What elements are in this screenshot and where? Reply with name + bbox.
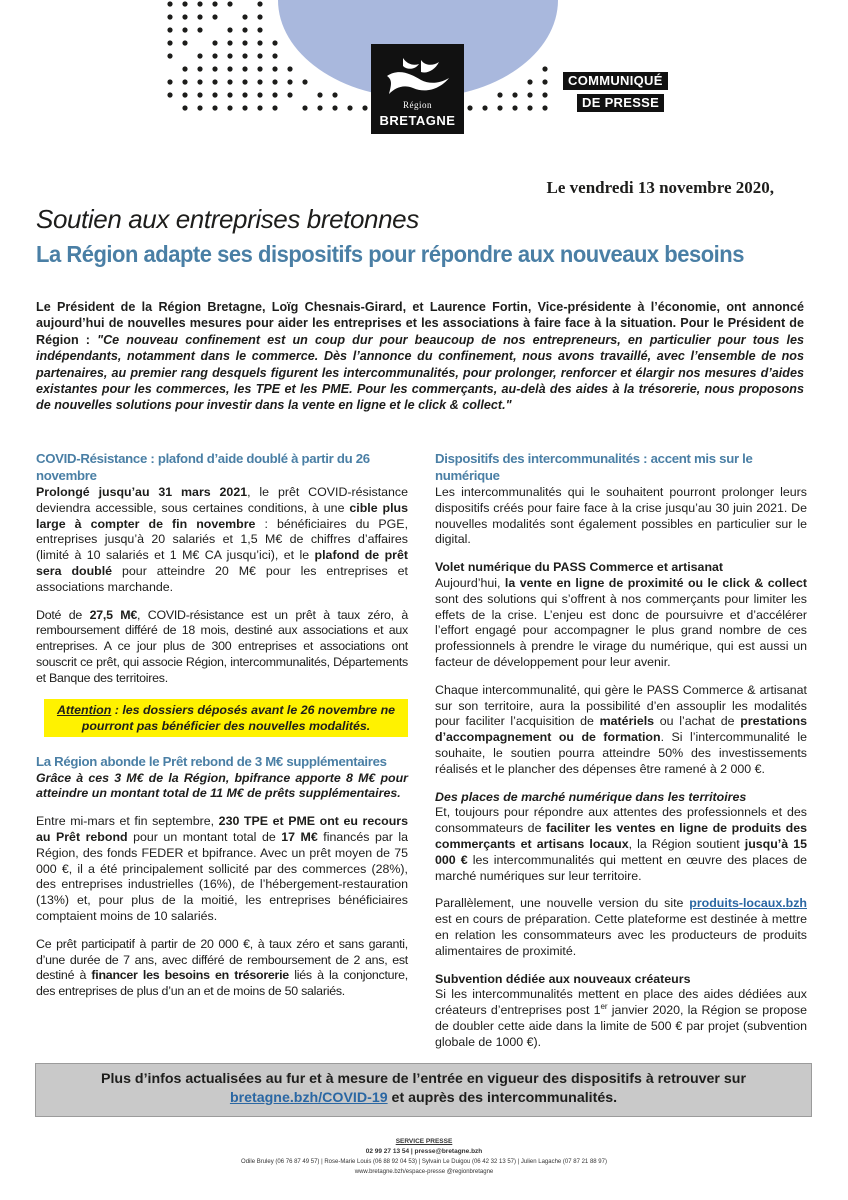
text: les intercommunalités qui mettent en œuvre des places de marché numériques sur leur territoire.	[435, 852, 807, 883]
decorative-dot	[257, 53, 262, 58]
text-bold: Prolongé jusqu’au 31 mars 2021	[36, 485, 248, 499]
footer	[0, 1137, 848, 1177]
decorative-dot	[272, 105, 277, 110]
communique-label: COMMUNIQUÉ	[563, 72, 668, 90]
text: pour un montant total de	[127, 829, 282, 844]
decorative-dot	[182, 79, 187, 84]
footer-phone-email: 02 99 27 13 54 | presse@bretagne.bzh	[365, 1148, 483, 1155]
text: ou l’achat de	[654, 714, 741, 729]
places-de-marche-paragraph-2	[435, 896, 807, 959]
page-title: Soutien aux entreprises bretonnes	[36, 204, 419, 234]
text-bold: cible plus large à compter de fin novembre	[36, 500, 408, 531]
decorative-dot	[167, 40, 172, 45]
volet-numerique-paragraph-2	[435, 683, 807, 778]
text: , le prêt COVID-résistance deviendra accessible, sous certaines conditions, à une	[36, 485, 409, 515]
decorative-dot	[182, 105, 187, 110]
region-bretagne-logo	[371, 44, 464, 134]
decorative-dot	[257, 27, 262, 32]
text: janvier 2020, la Région se propose de doubler cette aide dans la limite de 500 € par projet (subvention globale de 1000 €).	[435, 1003, 807, 1049]
text-bold: matériels	[599, 714, 655, 729]
decorative-dot	[257, 92, 262, 97]
text: financés par la Région, des fonds FEDER et bpifrance. Avec un prêt moyen de 75 000 €, il a été principalement sollicité par des commerces (28%), des entreprises industrielles (16%), de l’hébergement-restauration (13%) et, pour plus de la moitié, les entreprises bénéficiaires comptaient moins de 10 salariés.	[36, 829, 409, 923]
decorative-dot	[482, 105, 487, 110]
decorative-dot	[212, 105, 217, 110]
footer-web: www.bretagne.bzh/espace-presse @regionbretagne	[354, 1169, 494, 1175]
header	[0, 0, 848, 150]
more-info-text-end: et auprès des intercommunalités.	[387, 1090, 618, 1106]
text: , la Région soutient	[628, 836, 745, 851]
text: : bénéficiaires du PGE, entreprises jusqu’à 20 salariés et 1,5 M€ de chiffres d’affaires (limité à 10 salariés et 1 M€ CA jusqu’ici), et le	[36, 516, 409, 563]
text: est en cours de préparation. Cette plateforme est destinée à mettre en relation les consommateurs avec les producteurs de produits alimentaires de proximité.	[435, 912, 807, 958]
decorative-dot	[242, 14, 247, 19]
decorative-dot	[542, 105, 547, 110]
text-bold: 230 TPE et PME ont eu recours au Prêt rebond	[36, 814, 408, 844]
section-title-intercommunalites: Dispositifs des intercommunalités : accent mis sur le numérique	[435, 451, 753, 483]
decorative-dot	[212, 53, 217, 58]
decorative-dot	[317, 105, 322, 110]
decorative-dot	[272, 40, 277, 45]
decorative-dot	[182, 27, 187, 32]
text-bold: plafond de prêt sera doublé	[36, 548, 408, 578]
decorative-dot	[257, 66, 262, 71]
logo-region-text: Région	[403, 100, 432, 110]
decorative-dot	[212, 66, 217, 71]
text-bold: 17 M€	[281, 829, 318, 844]
decorative-dot	[272, 92, 277, 97]
decorative-dot	[197, 1, 202, 6]
decorative-dot	[167, 14, 172, 19]
decorative-dot	[272, 66, 277, 71]
decorative-dot	[182, 92, 187, 97]
footer-contacts: Odile Bruley (06 76 87 49 57) | Rose-Marie Louis (06 88 92 04 53) | Sylvain Le Duigou (06 42 32 13 57) | Julien Lagache (07 87 21 88 97)	[241, 1159, 607, 1165]
subheading-places-de-marche: Des places de marché numérique dans les territoires	[435, 789, 747, 804]
decorative-dot	[257, 105, 262, 110]
attention-label: Attention	[56, 702, 112, 717]
text: . Si l’intercommunalité le souhaite, le soutien pourra atteindre 50% des investissements réalisés et le plancher des dépenses être ramené à 2 000 €.	[435, 730, 807, 776]
pret-rebond-paragraph-1	[36, 814, 408, 925]
text: liés à la conjoncture, des entreprises de plus d’un an et de moins de 50 salariés.	[36, 968, 408, 999]
text-bold: prestations d’accompagnement ou de formation	[435, 714, 807, 745]
subheading-subvention-createurs: Subvention dédiée aux nouveaux créateurs	[435, 971, 691, 986]
decorative-dot	[257, 40, 262, 45]
decorative-dot	[242, 53, 247, 58]
decorative-dot	[302, 105, 307, 110]
text-bold: la vente en ligne de proximité ou le click & collect	[504, 575, 807, 590]
decorative-dot	[332, 92, 337, 97]
decorative-dot	[497, 105, 502, 110]
text-bold: 27,5 M€	[89, 607, 137, 622]
communique-de-presse-badge	[563, 72, 689, 112]
page-subtitle: La Région adapte ses dispositifs pour répondre aux nouveaux besoins	[36, 241, 744, 267]
text-bold: faciliter les ventes en ligne de produits des commerçants et artisans locaux	[435, 821, 808, 851]
decorative-dot	[512, 105, 517, 110]
decorative-dot	[287, 79, 292, 84]
attention-text: : les dossiers déposés avant le 26 novembre ne pourront pas bénéficier des nouvelles modalités.	[81, 702, 396, 733]
decorative-dot	[257, 1, 262, 6]
decorative-dot	[227, 53, 232, 58]
text: Si les intercommunalités mettent en place des aides dédiées aux créateurs d’entreprises post 1	[435, 987, 807, 1018]
decorative-dot	[227, 105, 232, 110]
decorative-dot	[242, 79, 247, 84]
decorative-dot	[212, 92, 217, 97]
text: sont des solutions qui s’offrent à nos commerçants pour limiter les effets de la crise. L’enjeu est donc de poursuivre et d’accélérer l’effort engagé pour accompagner le plus grand nombre de ces professionnels à prendre le virage du numérique, qui est aussi un facteur de développement pour leur avenir.	[435, 591, 807, 669]
decorative-dot	[227, 1, 232, 6]
decorative-dot	[257, 79, 262, 84]
decorative-dot	[527, 79, 532, 84]
decorative-dot	[242, 27, 247, 32]
decorative-dot	[467, 105, 472, 110]
decorative-dot	[182, 66, 187, 71]
decorative-dot	[497, 92, 502, 97]
decorative-dot	[182, 40, 187, 45]
decorative-dot	[242, 40, 247, 45]
decorative-dot	[287, 92, 292, 97]
places-de-marche-paragraph-1	[435, 805, 807, 884]
intro-paragraph	[36, 299, 804, 414]
decorative-dot	[227, 66, 232, 71]
decorative-dot	[197, 66, 202, 71]
decorative-dot	[362, 105, 367, 110]
decorative-dot	[212, 1, 217, 6]
covid-19-link[interactable]: bretagne.bzh/COVID-19	[229, 1090, 388, 1106]
text: Et, toujours pour répondre aux attentes des professionnels et des consommateurs de	[435, 805, 807, 836]
pret-rebond-lead: Grâce à ces 3 M€ de la Région, bpifrance apporte 8 M€ pour atteindre un montant total de 11 M€ de prêts supplémentaires.	[36, 770, 408, 801]
intro-lead: Le Président de la Région Bretagne, Loïg Chesnais-Girard, et Laurence Fortin, Vice-présidente à l’économie, ont annoncé aujourd’hui de nouvelles mesures pour aider les entreprises et les associations à faire face à la situation. Pour le Président de Région :	[36, 300, 804, 347]
decorative-dot	[542, 79, 547, 84]
decorative-dot	[227, 27, 232, 32]
text: Entre mi-mars et fin septembre,	[36, 814, 219, 829]
footer-title: SERVICE PRESSE	[395, 1138, 453, 1145]
text: Aujourd’hui,	[435, 575, 505, 590]
decorative-dot	[167, 1, 172, 6]
decorative-dot	[167, 79, 172, 84]
subheading-volet-numerique: Volet numérique du PASS Commerce et artisanat	[435, 560, 724, 575]
de-presse-label: DE PRESSE	[577, 94, 664, 112]
decorative-dot	[257, 14, 262, 19]
text: Parallèlement, une nouvelle version du site	[435, 896, 690, 911]
decorative-dot	[197, 53, 202, 58]
subvention-createurs-paragraph	[435, 987, 807, 1050]
decorative-dot	[527, 105, 532, 110]
decorative-dot	[317, 92, 322, 97]
decorative-dot	[182, 14, 187, 19]
decorative-dot	[167, 53, 172, 58]
text: Chaque intercommunalité, qui gère le PASS Commerce & artisanat sur son territoire, aura la possibilité d’en assouplir les modalités pour faciliter l’acquisition de	[435, 682, 807, 729]
text-bold: jusqu’à 15 000 €	[435, 836, 807, 867]
left-column	[36, 450, 408, 1012]
volet-numerique-paragraph-1	[435, 576, 807, 671]
decorative-dot	[227, 40, 232, 45]
release-date: Le vendredi 13 novembre 2020,	[546, 178, 774, 197]
decorative-dot	[197, 105, 202, 110]
section-title-pret-rebond: La Région abonde le Prêt rebond de 3 M€ supplémentaires	[36, 753, 387, 769]
pret-rebond-paragraph-2	[36, 937, 408, 1000]
section-title-covid-resistance: COVID-Résistance : plafond d’aide doublé à partir du 26 novembre	[36, 451, 370, 483]
decorative-dot	[167, 27, 172, 32]
intro-quote: "Ce nouveau confinement est un coup dur pour beaucoup de nos entrepreneurs, en particulier pour tous les indépendants, notamment dans le commerce. Dès l’annonce du confinement, nous avons travaillé, avec l’ensemble de nos partenaires, au premier rang desquels figurent les intercommunalités, pour prolonger, renforcer et élargir nos mesures d’aides existantes pour les commerces, les TPE et les PME. Pour les commerçants, au-delà des aides à la trésorerie, nous proposons de nouvelles solutions pour investir dans la vente en ligne et le click & collect."	[36, 332, 805, 413]
produits-locaux-link[interactable]: produits-locaux.bzh	[689, 896, 807, 911]
decorative-dot	[212, 40, 217, 45]
decorative-dot	[227, 92, 232, 97]
attention-callout	[44, 699, 408, 737]
text: Ce prêt participatif à partir de 20 000 €, à taux zéro et sans garanti, d’une durée de 7 ans, avec différé de remboursement de 2 ans, est destiné à	[36, 936, 408, 983]
intercommunalites-paragraph: Les intercommunalités qui le souhaitent pourront prolonger leurs dispositifs créés pour faire face à la crise jusqu’au 30 juin 2021. De nouvelles modalités sont également possibles en particulier sur le digital.	[435, 485, 807, 547]
text: pour atteindre 20 M€ pour les entreprises et associations marchande.	[36, 563, 408, 594]
decorative-dot	[512, 92, 517, 97]
decorative-dot	[242, 105, 247, 110]
decorative-dot	[212, 79, 217, 84]
decorative-dot	[197, 27, 202, 32]
decorative-dot	[542, 66, 547, 71]
decorative-dot	[197, 79, 202, 84]
decorative-dot	[287, 66, 292, 71]
more-info-box	[35, 1063, 812, 1117]
more-info-text: Plus d’infos actualisées au fur et à mesure de l’entrée en vigueur des dispositifs à retrouver sur	[101, 1071, 746, 1087]
covid-resistance-paragraph-1	[36, 485, 408, 596]
decorative-dot	[332, 105, 337, 110]
decorative-dot	[197, 92, 202, 97]
decorative-dot	[542, 92, 547, 97]
decorative-dot	[227, 79, 232, 84]
superscript: er	[600, 1001, 608, 1011]
text: Doté de	[36, 607, 90, 622]
covid-resistance-paragraph-2	[36, 608, 408, 687]
decorative-dot	[167, 92, 172, 97]
decorative-dot	[242, 92, 247, 97]
right-column	[435, 450, 807, 1063]
decorative-dot	[527, 92, 532, 97]
ermine-bird-icon	[381, 54, 454, 102]
decorative-dot	[182, 1, 187, 6]
decorative-dot	[302, 79, 307, 84]
decorative-dot	[272, 79, 277, 84]
logo-bretagne-text: BRETAGNE	[379, 113, 456, 128]
decorative-dot	[272, 53, 277, 58]
text: , COVID-résistance est un prêt à taux zéro, à remboursement différé de 18 mois, destiné aux associations et aux entreprises. A ce jour plus de 300 entreprises et associations ont souscrit ce prêt, qui associe Région, intercommunalités, Départements et Banque des territoires.	[36, 607, 408, 685]
decorative-dot	[197, 14, 202, 19]
decorative-dot	[242, 66, 247, 71]
text-bold: financer les besoins en trésorerie	[91, 968, 289, 983]
decorative-dot	[212, 14, 217, 19]
decorative-dot	[347, 105, 352, 110]
